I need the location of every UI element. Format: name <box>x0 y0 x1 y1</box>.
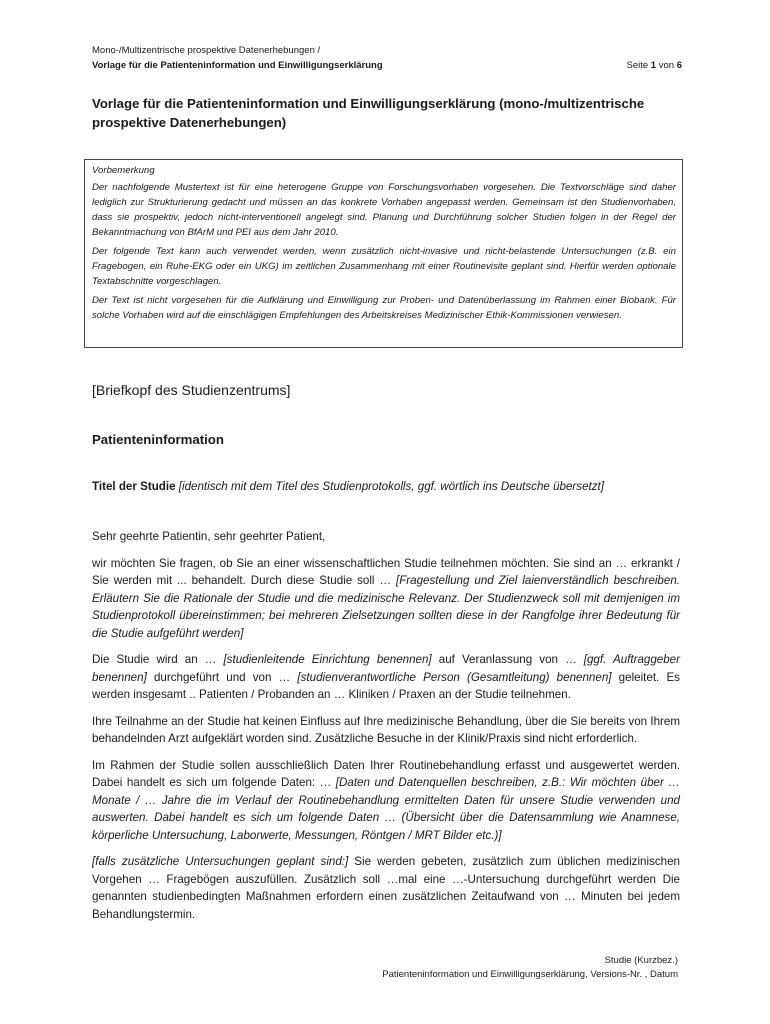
conduct-text-a: Die Studie wird an … <box>92 653 224 666</box>
remark-paragraph-3: Der Text ist nicht vorgesehen für die Aufklärung und Einwilligung zur Proben- und Datenüberlassung im Rahmen einer Biobank. Für solche Vorhaben wird auf die einschlägigen Empfehlungen des Arbeitskreises Medizinischer Ethik-Kommissionen verwiesen. <box>92 295 676 321</box>
remark-heading: Vorbemerkung <box>92 165 155 176</box>
study-title-line <box>92 480 692 493</box>
page-footer <box>382 954 678 982</box>
page-current: 1 <box>650 60 657 71</box>
study-title-label: Titel der Studie <box>92 480 176 493</box>
conduct-note-f: [studienverantwortliche Person (Gesamtleitung) benennen] <box>297 670 612 684</box>
letterhead-placeholder: [Briefkopf des Studienzentrums] <box>92 382 291 398</box>
conduct-note-d: [ggf. Auftraggeber benennen] <box>92 653 680 684</box>
page-number <box>627 58 683 73</box>
data-note: [Daten und Datenquellen beschreiben, z.B.: Wir möchten über … Monate / … Jahre die im Verlauf der Routinebehandlung ermittelten Daten für unsere Studie verwenden und auswerten. Dabei handelt es sich um folgende Daten … (Übersicht über die Datensammlung wie Anamnese, körperliche Untersuchung, Laborwerte, Messungen, Röntgen / MRT Bilder etc.)] <box>92 776 680 842</box>
conduct-text-c: auf Veranlassung von … <box>431 653 584 666</box>
body-text <box>92 528 680 932</box>
preliminary-remark-box <box>84 159 683 348</box>
paragraph-purpose <box>92 555 680 643</box>
document-title: Vorlage für die Patienteninformation und Einwilligungserklärung (mono-/multizentrische prospektive Datenerhebungen) <box>92 96 645 130</box>
footer-line-2: Patienteninformation und Einwilligungserklärung, Versions-Nr. , Datum <box>382 969 678 980</box>
salutation: Sehr geehrte Patientin, sehr geehrter Patient, <box>92 530 326 543</box>
paragraph-no-influence: Ihre Teilnahme an der Studie hat keinen Einfluss auf Ihre medizinische Behandlung, über die Sie bereits von Ihrem behandelnden Arzt aufgeklärt worden sind. Zusätzliche Besuche in der Klinik/Praxis sind nicht erforderlich. <box>92 714 680 745</box>
remark-paragraph-2: Der folgende Text kann auch verwendet werden, wenn zusätzlich nicht-invasive und nicht-belastende Untersuchungen (z.B. ein Fragebogen, ein Ruhe-EKG oder ein UKG) im zeitlichen Zusammenhang mit einer Routinevisite geplant sind. Hierfür werden optionale Textabschnitte vorgeschlagen. <box>92 246 676 287</box>
purpose-note: [Fragestellung und Ziel laienverständlich beschreiben. Erläutern Sie die Rationale der Studie und die medizinische Relevanz. Der Studienzweck soll mit demjenigen im Studienprotokoll übereinstimmen; bei mehreren Zielsetzungen sollten diese in der Rangfolge ihrer Bedeutung für die Studie aufgeführt werden] <box>92 574 680 640</box>
page-total: 6 <box>676 60 682 71</box>
paragraph-data <box>92 757 680 845</box>
header-line-1: Mono-/Multizentrische prospektive Datenerhebungen / <box>92 45 321 56</box>
paragraph-conduct <box>92 651 680 704</box>
conduct-text-e: durchgeführt und von … <box>146 670 298 684</box>
purpose-text: wir möchten Sie fragen, ob Sie an einer wissenschaftlichen Studie teilnehmen möchten. Sie sind an … erkrankt / Sie werden mit ... behandelt. Durch diese Studie soll … <box>92 556 680 587</box>
data-text: Im Rahmen der Studie sollen ausschließlich Daten Ihrer Routinebehandlung erfasst und ausgewertet werden. Dabei handelt es sich um folgende Daten: … <box>92 758 680 789</box>
footer-line-1: Studie (Kurzbez.) <box>604 955 678 966</box>
study-title-note: [identisch mit dem Titel des Studienprotokolls, ggf. wörtlich ins Deutsche übersetzt] <box>178 480 604 493</box>
section-heading: Patienteninformation <box>92 432 224 447</box>
header-line-2: Vorlage für die Patienteninformation und Einwilligungserklärung <box>92 60 383 71</box>
paragraph-additional-exams <box>92 853 680 923</box>
page-middle: von <box>656 60 677 71</box>
page-header <box>92 43 682 73</box>
remark-paragraph-1: Der nachfolgende Mustertext ist für eine heterogene Gruppe von Forschungsvorhaben vorgesehen. Die Textvorschläge sind daher lediglich zur Strukturierung gedacht und müssen an das konkrete Vorhaben angepasst werden. Gemeinsam ist den Studienvorhaben, dass sie prospektiv, jedoch nicht-interventionell angelegt sind. Planung und Durchführung solcher Studien folgen in der Regel der Bekanntmachung von BfArM und PEI aus dem Jahr 2010. <box>92 182 676 238</box>
additional-text: Sie werden gebeten, zusätzlich zum üblichen medizinischen Vorgehen … Fragebögen auszufüllen. Zusätzlich soll …mal eine …-Untersuchung durchgeführt werden Die genannten studienbedingten Maßnahmen erfordern einen zusätzlichen Zeitaufwand von … Minuten bei jedem Behandlungstermin. <box>92 855 681 921</box>
page-prefix: Seite <box>626 60 651 71</box>
conduct-text-g: geleitet. Es werden insgesamt .. Patienten / Probanden an … Kliniken / Praxen an der Studie teilnehmen. <box>92 670 680 701</box>
additional-note: [falls zusätzliche Untersuchungen geplant sind:] <box>92 855 349 868</box>
conduct-note-b: [studienleitende Einrichtung benennen] <box>223 653 432 666</box>
